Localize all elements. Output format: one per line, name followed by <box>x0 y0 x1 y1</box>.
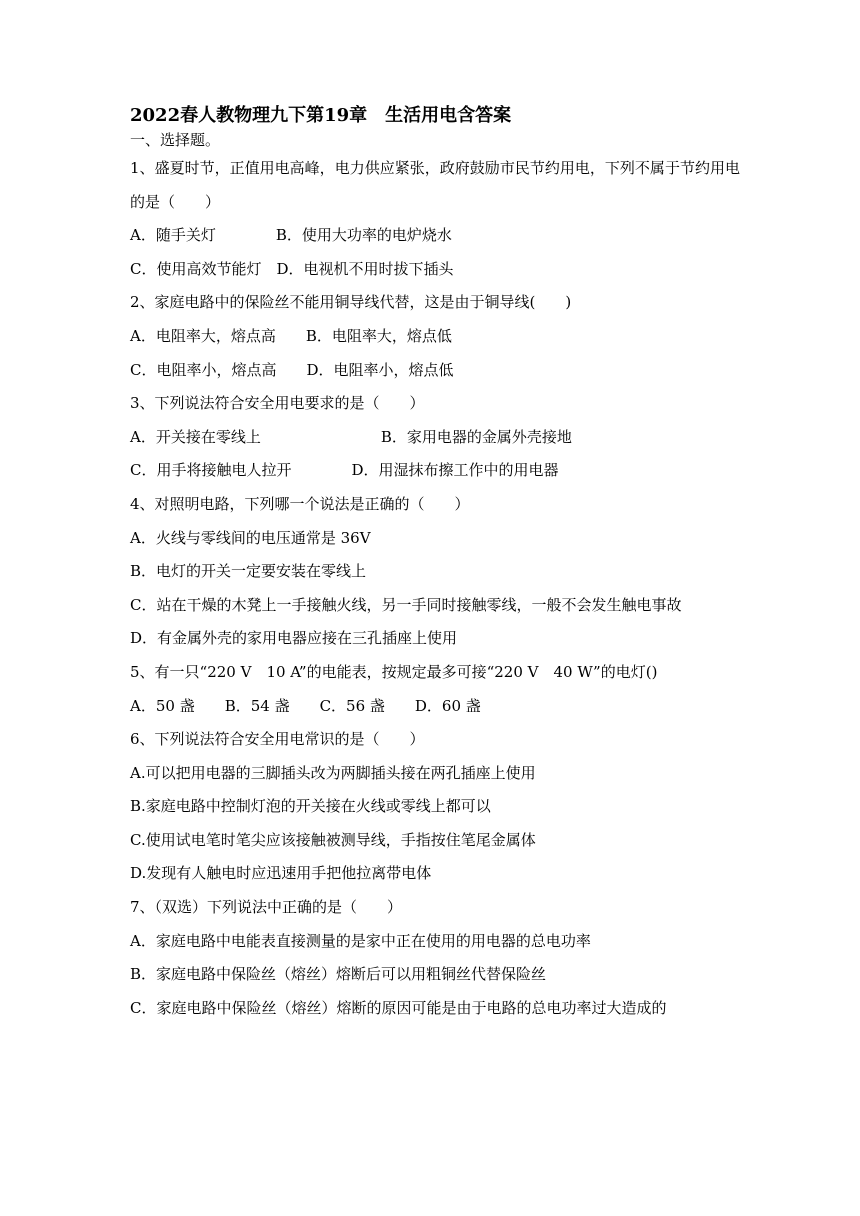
question-7-stem: 7、（双选）下列说法中正确的是（ ） <box>130 898 403 917</box>
document-page <box>130 104 740 1025</box>
question-4-option-a: A．火线与零线间的电压通常是 36V <box>130 528 371 547</box>
question-7-option-a: A．家庭电路中电能表直接测量的是家中正在使用的用电器的总电功率 <box>130 931 591 950</box>
question-4-option-b: B．电灯的开关一定要安装在零线上 <box>130 562 367 581</box>
question-6-option-c: C.使用试电笔时笔尖应该接触被测导线，手指按住笔尾金属体 <box>130 830 536 849</box>
question-5-options: A．50 盏 B．54 盏 C．56 盏 D．60 盏 <box>130 696 481 715</box>
question-3-options-cd: C．用手将接触电人拉开 D．用湿抹布擦工作中的用电器 <box>130 461 559 480</box>
question-4-stem: 4、对照明电路，下列哪一个说法是正确的（ ） <box>130 494 470 513</box>
question-4-option-d: D．有金属外壳的家用电器应接在三孔插座上使用 <box>130 629 458 648</box>
question-6-option-b: B.家庭电路中控制灯泡的开关接在火线或零线上都可以 <box>130 797 491 816</box>
question-4-option-c: C．站在干燥的木凳上一手接触火线，另一手同时接触零线，一般不会发生触电事故 <box>130 595 682 614</box>
question-1-stem: 1、盛夏时节，正值用电高峰，电力供应紧张，政府鼓励市民节约用电，下列不属于节约用电的是（ ） <box>130 159 740 211</box>
document-title: 2022春人教物理九下第19章 生活用电含答案 <box>130 105 512 126</box>
question-2-stem: 2、家庭电路中的保险丝不能用铜导线代替，这是由于铜导线( ) <box>130 293 572 312</box>
question-2-options-ab: A．电阻率大，熔点高 B．电阻率大，熔点低 <box>130 326 452 345</box>
question-7-option-b: B．家庭电路中保险丝（熔丝）熔断后可以用粗铜丝代替保险丝 <box>130 965 547 984</box>
question-3-options-ab: A．开关接在零线上 B．家用电器的金属外壳接地 <box>130 427 572 446</box>
question-6-option-d: D.发现有人触电时应迅速用手把他拉离带电体 <box>130 864 432 883</box>
section-heading: 一、选择题。 <box>130 131 221 149</box>
question-1-options-cd: C．使用高效节能灯 D．电视机不用时拔下插头 <box>130 259 454 278</box>
question-1-options-ab: A．随手关灯 B．使用大功率的电炉烧水 <box>130 226 452 245</box>
question-2-options-cd: C．电阻率小，熔点高 D．电阻率小，熔点低 <box>130 360 454 379</box>
question-6-stem: 6、下列说法符合安全用电常识的是（ ） <box>130 730 425 749</box>
question-3-stem: 3、下列说法符合安全用电要求的是（ ） <box>130 394 425 413</box>
question-5-stem: 5、有一只“220 V 10 A”的电能表，按规定最多可接“220 V 40 W”的电灯() <box>130 662 658 681</box>
question-7-option-c: C．家庭电路中保险丝（熔丝）熔断的原因可能是由于电路的总电功率过大造成的 <box>130 998 667 1017</box>
question-6-option-a: A.可以把用电器的三脚插头改为两脚插头接在两孔插座上使用 <box>130 763 536 782</box>
